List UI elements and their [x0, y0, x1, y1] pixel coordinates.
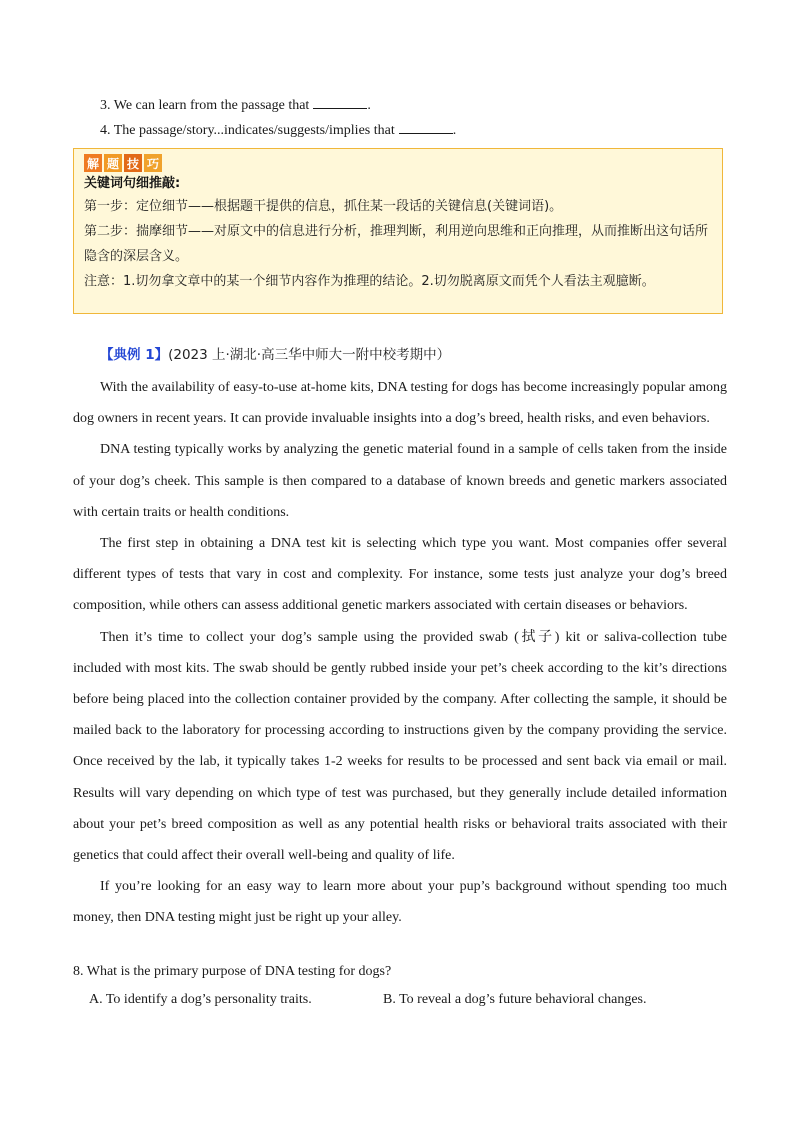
- example-source: (2023 上·湖北·高三华中师大一附中校考期中）: [168, 347, 451, 363]
- tips-step-2: 第二步：揣摩细节——对原文中的信息进行分析，推理判断，利用逆向思维和正向推理，从而推断出这句话所隐含的深层含义。: [84, 224, 709, 264]
- tips-badge: 题: [104, 154, 122, 172]
- tips-heading: 关键词句细推敲:: [84, 176, 181, 191]
- answer-blank: [399, 121, 453, 134]
- passage-paragraph: Then it’s time to collect your dog’s sample using the provided swab (拭子) kit or saliva-collection tube included with most kits. The swab should be gently rubbed inside your pet’s cheek according to the kit’s directions before being placed into the collection container provided by the company. After collecting the sample, it should be mailed back to the laboratory for processing according to instructions given by the company providing the service. Once received by the lab, it typically takes 1-2 weeks for results to be processed and sent back via email or mail. Results will vary depending on which type of test was purchased, but they generally include detailed information about your pet’s breed composition as well as any potential health risks or behavioral traits associated with their genetics that could affect their overall well-being and quality of life.: [73, 629, 727, 864]
- answer-blank: [313, 96, 367, 109]
- tips-badge: 解: [84, 154, 102, 172]
- tips-note: 注意：1.切勿拿文章中的某一个细节内容作为推理的结论。2.切勿脱离原文而凭个人看法主观臆断。: [84, 274, 655, 289]
- example-label: 【典例 1】: [100, 347, 169, 363]
- question-stem-3: 3. We can learn from the passage that .: [100, 98, 371, 113]
- passage-paragraph: The first step in obtaining a DNA test kit is selecting which type you want. Most companies offer several different types of tests that vary in cost and complexity. For instance, some tests just analyze your dog’s breed composition, while others can assess additional genetic markers associated with certain diseases or behaviors.: [73, 536, 727, 614]
- tips-badge-group: [84, 154, 712, 172]
- option-a: A. To identify a dog’s personality traits.: [89, 992, 312, 1007]
- tips-step-1: 第一步：定位细节——根据题干提供的信息，抓住某一段话的关键信息(关键词语)。: [84, 199, 563, 214]
- option-b: B. To reveal a dog’s future behavioral changes.: [383, 992, 647, 1007]
- tips-badge: 巧: [144, 154, 162, 172]
- question-stem-4: 4. The passage/story...indicates/suggests/implies that .: [100, 123, 457, 138]
- passage-paragraph: With the availability of easy-to-use at-home kits, DNA testing for dogs has become increasingly popular among dog owners in recent years. It can provide invaluable insights into a dog’s breed, health risks, and even behaviors.: [73, 380, 727, 427]
- tips-box: [73, 148, 723, 314]
- passage-paragraph: If you’re looking for an easy way to learn more about your pup’s background without spending too much money, then DNA testing might just be right up your alley.: [73, 879, 727, 926]
- question-8: 8. What is the primary purpose of DNA testing for dogs?: [73, 964, 392, 979]
- tips-badge: 技: [124, 154, 142, 172]
- example-heading: [100, 345, 450, 365]
- passage-paragraph: DNA testing typically works by analyzing the genetic material found in a sample of cells taken from the inside of your dog’s cheek. This sample is then compared to a database of known breeds and genetic markers associated with certain traits or health conditions.: [73, 442, 727, 520]
- reading-passage: [73, 372, 727, 934]
